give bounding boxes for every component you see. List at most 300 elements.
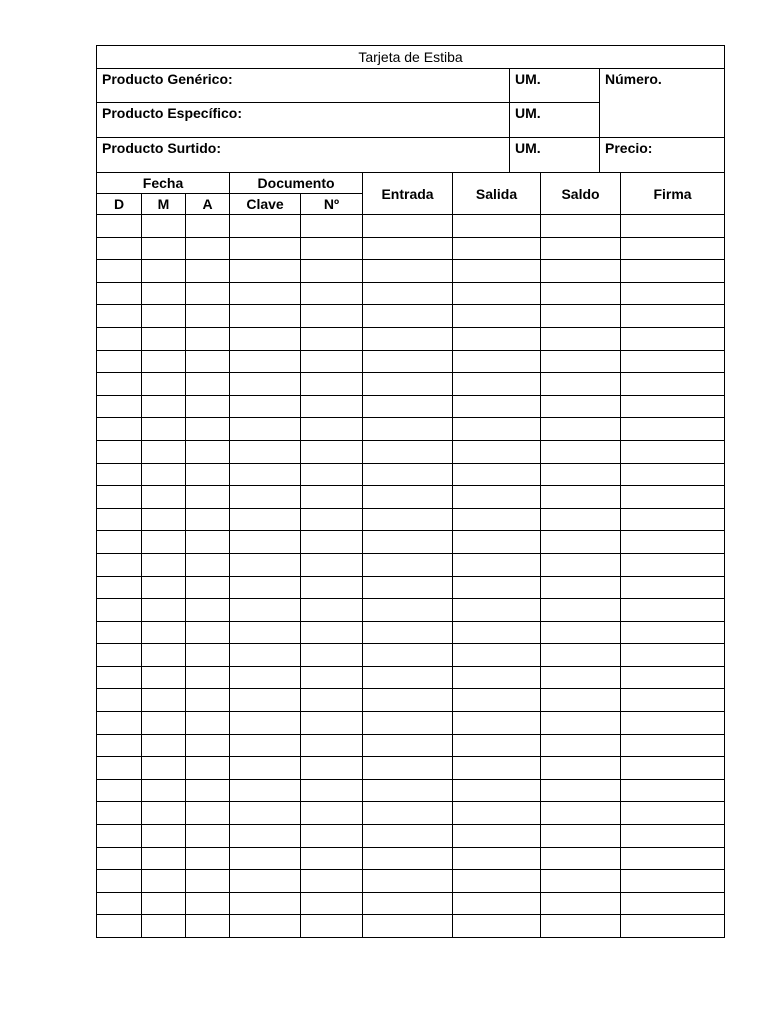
saldo-cell[interactable]: [541, 553, 621, 576]
month-cell[interactable]: [142, 847, 186, 870]
entrada-cell[interactable]: [363, 463, 453, 486]
entrada-cell[interactable]: [363, 892, 453, 915]
entrada-cell[interactable]: [363, 712, 453, 735]
year-cell[interactable]: [186, 215, 230, 238]
month-cell[interactable]: [142, 757, 186, 780]
salida-cell[interactable]: [453, 621, 541, 644]
clave-cell[interactable]: [230, 734, 301, 757]
clave-cell[interactable]: [230, 847, 301, 870]
year-cell[interactable]: [186, 712, 230, 735]
entrada-cell[interactable]: [363, 486, 453, 509]
firma-cell[interactable]: [621, 757, 725, 780]
year-cell[interactable]: [186, 757, 230, 780]
saldo-cell[interactable]: [541, 282, 621, 305]
salida-cell[interactable]: [453, 553, 541, 576]
year-cell[interactable]: [186, 915, 230, 938]
clave-cell[interactable]: [230, 712, 301, 735]
saldo-cell[interactable]: [541, 350, 621, 373]
year-cell[interactable]: [186, 327, 230, 350]
doc-number-cell[interactable]: [301, 757, 363, 780]
year-cell[interactable]: [186, 463, 230, 486]
doc-number-cell[interactable]: [301, 237, 363, 260]
day-cell[interactable]: [97, 644, 142, 667]
salida-cell[interactable]: [453, 350, 541, 373]
entrada-cell[interactable]: [363, 870, 453, 893]
year-cell[interactable]: [186, 779, 230, 802]
salida-cell[interactable]: [453, 440, 541, 463]
clave-cell[interactable]: [230, 802, 301, 825]
month-cell[interactable]: [142, 779, 186, 802]
firma-cell[interactable]: [621, 666, 725, 689]
salida-cell[interactable]: [453, 892, 541, 915]
day-cell[interactable]: [97, 486, 142, 509]
year-cell[interactable]: [186, 553, 230, 576]
doc-number-cell[interactable]: [301, 915, 363, 938]
salida-cell[interactable]: [453, 870, 541, 893]
saldo-cell[interactable]: [541, 666, 621, 689]
month-cell[interactable]: [142, 260, 186, 283]
saldo-cell[interactable]: [541, 757, 621, 780]
um-field-2[interactable]: UM.: [510, 103, 600, 138]
saldo-cell[interactable]: [541, 260, 621, 283]
doc-number-cell[interactable]: [301, 802, 363, 825]
year-cell[interactable]: [186, 892, 230, 915]
salida-cell[interactable]: [453, 463, 541, 486]
entrada-cell[interactable]: [363, 327, 453, 350]
salida-cell[interactable]: [453, 418, 541, 441]
month-cell[interactable]: [142, 802, 186, 825]
firma-cell[interactable]: [621, 870, 725, 893]
day-cell[interactable]: [97, 712, 142, 735]
firma-cell[interactable]: [621, 215, 725, 238]
saldo-cell[interactable]: [541, 327, 621, 350]
numero-field[interactable]: Número.: [600, 69, 725, 138]
saldo-cell[interactable]: [541, 734, 621, 757]
doc-number-cell[interactable]: [301, 689, 363, 712]
day-cell[interactable]: [97, 825, 142, 848]
doc-number-cell[interactable]: [301, 666, 363, 689]
doc-number-cell[interactable]: [301, 531, 363, 554]
year-cell[interactable]: [186, 508, 230, 531]
entrada-cell[interactable]: [363, 734, 453, 757]
doc-number-cell[interactable]: [301, 350, 363, 373]
entrada-header: Entrada: [363, 173, 453, 215]
month-cell[interactable]: [142, 395, 186, 418]
saldo-cell[interactable]: [541, 576, 621, 599]
salida-cell[interactable]: [453, 644, 541, 667]
firma-cell[interactable]: [621, 327, 725, 350]
month-cell[interactable]: [142, 915, 186, 938]
doc-number-cell[interactable]: [301, 734, 363, 757]
doc-number-cell[interactable]: [301, 282, 363, 305]
month-cell[interactable]: [142, 508, 186, 531]
month-cell[interactable]: [142, 621, 186, 644]
day-cell[interactable]: [97, 892, 142, 915]
firma-cell[interactable]: [621, 305, 725, 328]
doc-number-cell[interactable]: [301, 553, 363, 576]
doc-number-cell[interactable]: [301, 373, 363, 396]
day-cell[interactable]: [97, 373, 142, 396]
salida-cell[interactable]: [453, 802, 541, 825]
doc-number-cell[interactable]: [301, 825, 363, 848]
table-row: [97, 621, 725, 644]
salida-cell[interactable]: [453, 305, 541, 328]
firma-cell[interactable]: [621, 734, 725, 757]
firma-cell[interactable]: [621, 644, 725, 667]
clave-cell[interactable]: [230, 260, 301, 283]
salida-cell[interactable]: [453, 825, 541, 848]
firma-cell[interactable]: [621, 418, 725, 441]
salida-cell[interactable]: [453, 576, 541, 599]
firma-cell[interactable]: [621, 531, 725, 554]
clave-cell[interactable]: [230, 508, 301, 531]
day-cell[interactable]: [97, 418, 142, 441]
month-cell[interactable]: [142, 418, 186, 441]
firma-cell[interactable]: [621, 599, 725, 622]
salida-cell[interactable]: [453, 260, 541, 283]
year-cell[interactable]: [186, 350, 230, 373]
clave-cell[interactable]: [230, 599, 301, 622]
month-cell[interactable]: [142, 870, 186, 893]
firma-cell[interactable]: [621, 440, 725, 463]
day-cell[interactable]: [97, 870, 142, 893]
month-cell[interactable]: [142, 327, 186, 350]
entrada-cell[interactable]: [363, 802, 453, 825]
doc-number-cell[interactable]: [301, 892, 363, 915]
firma-cell[interactable]: [621, 508, 725, 531]
doc-number-cell[interactable]: [301, 486, 363, 509]
month-cell[interactable]: [142, 305, 186, 328]
salida-cell[interactable]: [453, 395, 541, 418]
doc-number-cell[interactable]: [301, 215, 363, 238]
entrada-cell[interactable]: [363, 508, 453, 531]
year-cell[interactable]: [186, 395, 230, 418]
month-cell[interactable]: [142, 373, 186, 396]
month-cell[interactable]: [142, 666, 186, 689]
clave-cell[interactable]: [230, 892, 301, 915]
saldo-cell[interactable]: [541, 915, 621, 938]
doc-number-cell[interactable]: [301, 508, 363, 531]
doc-number-cell[interactable]: [301, 327, 363, 350]
firma-cell[interactable]: [621, 395, 725, 418]
clave-cell[interactable]: [230, 779, 301, 802]
entrada-cell[interactable]: [363, 553, 453, 576]
month-cell[interactable]: [142, 531, 186, 554]
day-cell[interactable]: [97, 802, 142, 825]
salida-cell[interactable]: [453, 712, 541, 735]
clave-cell[interactable]: [230, 666, 301, 689]
doc-number-cell[interactable]: [301, 870, 363, 893]
saldo-cell[interactable]: [541, 779, 621, 802]
entrada-cell[interactable]: [363, 644, 453, 667]
doc-number-cell[interactable]: [301, 621, 363, 644]
entrada-cell[interactable]: [363, 282, 453, 305]
saldo-cell[interactable]: [541, 395, 621, 418]
saldo-cell[interactable]: [541, 373, 621, 396]
firma-cell[interactable]: [621, 915, 725, 938]
month-cell[interactable]: [142, 215, 186, 238]
doc-number-cell[interactable]: [301, 644, 363, 667]
day-cell[interactable]: [97, 463, 142, 486]
year-cell[interactable]: [186, 621, 230, 644]
month-cell[interactable]: [142, 237, 186, 260]
salida-cell[interactable]: [453, 327, 541, 350]
clave-cell[interactable]: [230, 689, 301, 712]
year-cell[interactable]: [186, 666, 230, 689]
salida-cell[interactable]: [453, 757, 541, 780]
doc-number-cell[interactable]: [301, 440, 363, 463]
day-cell[interactable]: [97, 779, 142, 802]
year-cell[interactable]: [186, 305, 230, 328]
salida-cell[interactable]: [453, 237, 541, 260]
year-cell[interactable]: [186, 825, 230, 848]
saldo-cell[interactable]: [541, 644, 621, 667]
saldo-cell[interactable]: [541, 892, 621, 915]
clave-cell[interactable]: [230, 531, 301, 554]
clave-cell[interactable]: [230, 282, 301, 305]
day-cell[interactable]: [97, 689, 142, 712]
entrada-cell[interactable]: [363, 418, 453, 441]
clave-cell[interactable]: [230, 418, 301, 441]
month-cell[interactable]: [142, 599, 186, 622]
clave-cell[interactable]: [230, 327, 301, 350]
year-cell[interactable]: [186, 644, 230, 667]
month-cell[interactable]: [142, 644, 186, 667]
clave-cell[interactable]: [230, 463, 301, 486]
clave-cell[interactable]: [230, 915, 301, 938]
firma-cell[interactable]: [621, 825, 725, 848]
firma-cell[interactable]: [621, 689, 725, 712]
clave-cell[interactable]: [230, 825, 301, 848]
day-cell[interactable]: [97, 757, 142, 780]
firma-cell[interactable]: [621, 373, 725, 396]
salida-cell[interactable]: [453, 215, 541, 238]
year-cell[interactable]: [186, 734, 230, 757]
day-cell[interactable]: [97, 237, 142, 260]
clave-cell[interactable]: [230, 237, 301, 260]
doc-number-cell[interactable]: [301, 260, 363, 283]
entrada-cell[interactable]: [363, 689, 453, 712]
year-cell[interactable]: [186, 870, 230, 893]
saldo-cell[interactable]: [541, 237, 621, 260]
clave-cell[interactable]: [230, 395, 301, 418]
saldo-cell[interactable]: [541, 486, 621, 509]
doc-number-cell[interactable]: [301, 779, 363, 802]
saldo-cell[interactable]: [541, 531, 621, 554]
month-cell[interactable]: [142, 486, 186, 509]
entrada-cell[interactable]: [363, 576, 453, 599]
doc-number-cell[interactable]: [301, 576, 363, 599]
firma-cell[interactable]: [621, 576, 725, 599]
year-cell[interactable]: [186, 802, 230, 825]
salida-cell[interactable]: [453, 779, 541, 802]
month-cell[interactable]: [142, 463, 186, 486]
month-cell[interactable]: [142, 825, 186, 848]
month-cell[interactable]: [142, 350, 186, 373]
year-cell[interactable]: [186, 282, 230, 305]
entrada-cell[interactable]: [363, 350, 453, 373]
firma-cell[interactable]: [621, 553, 725, 576]
table-row: [97, 847, 725, 870]
doc-number-cell[interactable]: [301, 395, 363, 418]
clave-cell[interactable]: [230, 305, 301, 328]
salida-cell[interactable]: [453, 508, 541, 531]
saldo-cell[interactable]: [541, 621, 621, 644]
doc-number-cell[interactable]: [301, 847, 363, 870]
saldo-cell[interactable]: [541, 440, 621, 463]
firma-cell[interactable]: [621, 237, 725, 260]
clave-cell[interactable]: [230, 870, 301, 893]
salida-cell[interactable]: [453, 734, 541, 757]
doc-number-cell[interactable]: [301, 712, 363, 735]
salida-cell[interactable]: [453, 847, 541, 870]
firma-cell[interactable]: [621, 282, 725, 305]
entrada-cell[interactable]: [363, 531, 453, 554]
month-cell[interactable]: [142, 282, 186, 305]
salida-cell[interactable]: [453, 915, 541, 938]
saldo-cell[interactable]: [541, 802, 621, 825]
month-cell[interactable]: [142, 440, 186, 463]
clave-header: Clave: [230, 194, 301, 215]
salida-cell[interactable]: [453, 373, 541, 396]
entrada-cell[interactable]: [363, 305, 453, 328]
producto-surtido-field[interactable]: Producto Surtido:: [97, 138, 510, 173]
month-cell[interactable]: [142, 734, 186, 757]
entrada-cell[interactable]: [363, 395, 453, 418]
day-cell[interactable]: [97, 915, 142, 938]
clave-cell[interactable]: [230, 553, 301, 576]
firma-cell[interactable]: [621, 350, 725, 373]
clave-cell[interactable]: [230, 215, 301, 238]
month-cell[interactable]: [142, 892, 186, 915]
clave-cell[interactable]: [230, 621, 301, 644]
day-cell[interactable]: [97, 395, 142, 418]
entrada-cell[interactable]: [363, 757, 453, 780]
firma-cell[interactable]: [621, 486, 725, 509]
month-cell[interactable]: [142, 576, 186, 599]
salida-cell[interactable]: [453, 486, 541, 509]
day-cell[interactable]: [97, 576, 142, 599]
entrada-cell[interactable]: [363, 666, 453, 689]
day-cell[interactable]: [97, 508, 142, 531]
firma-cell[interactable]: [621, 847, 725, 870]
year-cell[interactable]: [186, 599, 230, 622]
clave-cell[interactable]: [230, 576, 301, 599]
entrada-cell[interactable]: [363, 599, 453, 622]
day-cell[interactable]: [97, 847, 142, 870]
year-cell[interactable]: [186, 689, 230, 712]
year-cell[interactable]: [186, 531, 230, 554]
day-cell[interactable]: [97, 327, 142, 350]
day-cell[interactable]: [97, 305, 142, 328]
entrada-cell[interactable]: [363, 779, 453, 802]
firma-cell[interactable]: [621, 712, 725, 735]
day-cell[interactable]: [97, 734, 142, 757]
clave-cell[interactable]: [230, 644, 301, 667]
saldo-cell[interactable]: [541, 712, 621, 735]
doc-number-cell[interactable]: [301, 305, 363, 328]
clave-cell[interactable]: [230, 486, 301, 509]
firma-cell[interactable]: [621, 802, 725, 825]
um-field-1[interactable]: UM.: [510, 69, 600, 103]
entrada-cell[interactable]: [363, 847, 453, 870]
salida-cell[interactable]: [453, 282, 541, 305]
firma-cell[interactable]: [621, 892, 725, 915]
salida-cell[interactable]: [453, 689, 541, 712]
firma-cell[interactable]: [621, 779, 725, 802]
day-cell[interactable]: [97, 215, 142, 238]
saldo-cell[interactable]: [541, 463, 621, 486]
saldo-cell[interactable]: [541, 305, 621, 328]
firma-cell[interactable]: [621, 621, 725, 644]
entrada-cell[interactable]: [363, 215, 453, 238]
year-cell[interactable]: [186, 260, 230, 283]
year-cell[interactable]: [186, 576, 230, 599]
clave-cell[interactable]: [230, 373, 301, 396]
producto-generico-field[interactable]: Producto Genérico:: [97, 69, 510, 103]
saldo-cell[interactable]: [541, 508, 621, 531]
year-cell[interactable]: [186, 373, 230, 396]
day-cell[interactable]: [97, 599, 142, 622]
year-cell[interactable]: [186, 440, 230, 463]
precio-field[interactable]: Precio:: [600, 138, 725, 173]
saldo-cell[interactable]: [541, 870, 621, 893]
saldo-cell[interactable]: [541, 215, 621, 238]
entrada-cell[interactable]: [363, 621, 453, 644]
entrada-cell[interactable]: [363, 440, 453, 463]
entrada-cell[interactable]: [363, 915, 453, 938]
firma-cell[interactable]: [621, 463, 725, 486]
day-cell[interactable]: [97, 282, 142, 305]
um-field-3[interactable]: UM.: [510, 138, 600, 173]
day-cell[interactable]: [97, 531, 142, 554]
doc-number-cell[interactable]: [301, 418, 363, 441]
saldo-cell[interactable]: [541, 825, 621, 848]
day-cell[interactable]: [97, 621, 142, 644]
year-cell[interactable]: [186, 418, 230, 441]
salida-cell[interactable]: [453, 666, 541, 689]
clave-cell[interactable]: [230, 350, 301, 373]
clave-cell[interactable]: [230, 757, 301, 780]
month-cell[interactable]: [142, 553, 186, 576]
entrada-cell[interactable]: [363, 237, 453, 260]
day-cell[interactable]: [97, 666, 142, 689]
year-cell[interactable]: [186, 237, 230, 260]
month-cell[interactable]: [142, 712, 186, 735]
day-cell[interactable]: [97, 350, 142, 373]
day-cell[interactable]: [97, 260, 142, 283]
firma-cell[interactable]: [621, 260, 725, 283]
salida-cell[interactable]: [453, 599, 541, 622]
saldo-cell[interactable]: [541, 689, 621, 712]
year-cell[interactable]: [186, 847, 230, 870]
clave-cell[interactable]: [230, 440, 301, 463]
doc-number-cell[interactable]: [301, 463, 363, 486]
saldo-cell[interactable]: [541, 418, 621, 441]
day-cell[interactable]: [97, 553, 142, 576]
year-cell[interactable]: [186, 486, 230, 509]
saldo-cell[interactable]: [541, 847, 621, 870]
day-cell[interactable]: [97, 440, 142, 463]
producto-especifico-field[interactable]: Producto Específico:: [97, 103, 510, 138]
doc-number-cell[interactable]: [301, 599, 363, 622]
entrada-cell[interactable]: [363, 373, 453, 396]
saldo-cell[interactable]: [541, 599, 621, 622]
entrada-cell[interactable]: [363, 260, 453, 283]
salida-cell[interactable]: [453, 531, 541, 554]
month-cell[interactable]: [142, 689, 186, 712]
entrada-cell[interactable]: [363, 825, 453, 848]
